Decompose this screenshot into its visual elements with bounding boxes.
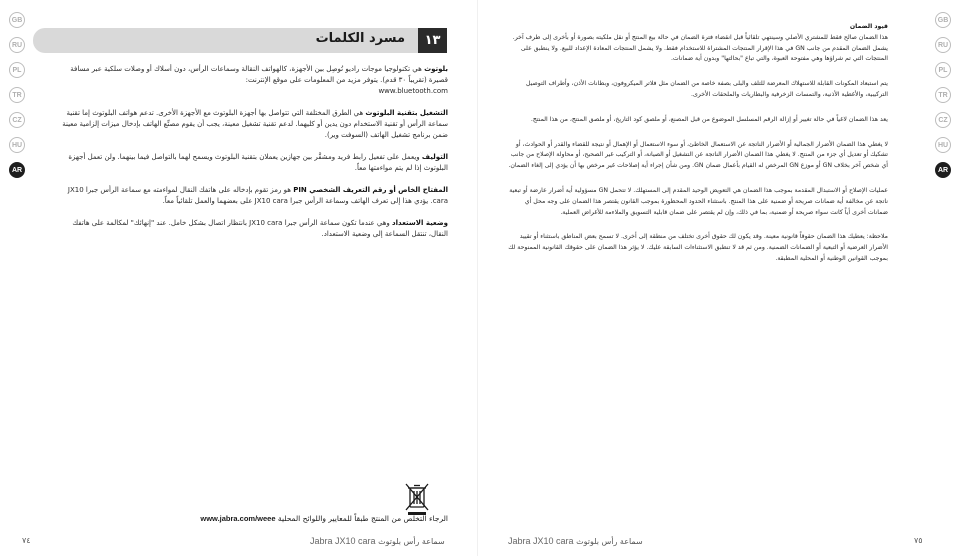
glossary-definition: ويعمل على تفعيل رابط فريد ومشفَّر بين جهازين يعملان بتقنية البلوتوث ويسمح لهما بالتواصل فيما بينهما. ولن تعمل أجهزة البلوتوث إذا لم يتم مواءمتها معاً. <box>68 153 448 172</box>
glossary-entry-pin <box>62 185 448 207</box>
warranty-paragraph <box>505 232 888 264</box>
warranty-heading: قيود الضمان <box>849 23 888 30</box>
glossary-entry-standby <box>62 218 448 240</box>
bluetooth-link[interactable]: www.bluetooth.com <box>378 87 448 95</box>
glossary-term: المفتاح الخاص أو رقم التعريف الشخصي PIN <box>293 186 448 194</box>
warranty-column <box>505 22 888 279</box>
lang-tab-hu[interactable]: HU <box>9 137 25 153</box>
lang-tab-ru[interactable]: RU <box>935 37 951 53</box>
left-footer <box>310 536 445 546</box>
lang-tab-gb[interactable]: GB <box>935 12 951 28</box>
glossary-entry-bluetooth <box>62 64 448 97</box>
lang-tab-hu[interactable]: HU <box>935 137 951 153</box>
chapter-number-badge: ١٣ <box>418 28 447 53</box>
lang-tab-pl[interactable]: PL <box>935 62 951 78</box>
warranty-text: عمليات الإصلاح أو الاستبدال المقدمة بموجب هذا الضمان هي التعويض الوحيد المقدم إلى المستهلك. لا تتحمل GN مسؤولية أية أضرار عارضة أو تبعية ناتجة عن مخالفة أية ضمانات صريحة أو ضمنية على هذا المنتج. باستثناء الحدود المحظورة بموجب القانون يقتصر هذا الضمان على وجه محل أي ضمانات أخرى أياً كانت سواء صريحة أو ضمنية، بما في ذلك، وإن لم يقتصر على ضمان قابلية التسويق والملاءمة للأغراض العملية. <box>509 186 888 216</box>
lang-tab-cz[interactable]: CZ <box>935 112 951 128</box>
warranty-text: لا يغطي هذا الضمان الأضرار الجمالية أو الأضرار الناتجة عن الاستعمال الخاطئ، أو سوء الاستعمال أو الإهمال أو نتيجة للقضاء والقدر أو الحوادث، أو تشكيك أو تعديل أي جزء من المنتج. لا يغطي هذا الضمان الأضرار الناتجة عن التشغيل أو الصيانة، أو التركيب غير الصحيح، أو محاولة الإصلاح من جانب أي شخص آخر بخلاف GN أو موزع GN المرخص له القيام بأعمال ضمان GN. ومن شأن إجراء أية إصلاحات غير مرخص بها أن يؤدي إلى إلغاء الضمان. <box>508 140 888 170</box>
lang-tab-ar[interactable]: AR <box>935 162 951 178</box>
lang-tab-pl[interactable]: PL <box>9 62 25 78</box>
glossary-definition: هي الطرق المختلفة التي تتواصل بها أجهزة البلوتوث مع الأجهزة الأخرى. تدعم هواتف البلوتوث إما تقنية سماعة الرأس أو تقنية الاستخدام دون يدين أو كليهما. لدعم تقنية تشغيل معينة، يجب أن يقوم مصنِّع الهاتف بإدخال ميزات إلزامية معينة ضمن برنامج تشغيل الهاتف (السوفت وير). <box>62 109 448 139</box>
warranty-paragraph <box>505 115 888 126</box>
glossary-definition: وهي عندما تكون سماعة الرأس جبرا JX10 cara بانتظار اتصال بشكل خامل. عند "إنهائك" لمكالمة على هاتفك النقال، تنتقل السماعة إلى وضعية الاستعداد. <box>72 219 448 238</box>
footer-brand: Jabra JX10 cara <box>508 536 574 546</box>
left-page-number: ٧٤ <box>22 536 31 545</box>
warranty-text: يتم استبعاد المكونات القابلة للاستهلاك المعرضة للتلف والبلى بصفة خاصة من الضمان مثل فلاتر الميكروفون، وبطانات الأذن، وأطراف التوصيل التركيبية، والأغطية الأذنية، والتمسات الزخرفية والبطاريات والملحقات الأخرى. <box>526 80 888 98</box>
lang-tab-tr[interactable]: TR <box>9 87 25 103</box>
warranty-text: ملاحظة: يعطيك هذا الضمان حقوقاً قانونية معينة. وقد يكون لك حقوق أخرى تختلف من منطقة إلى أخرى. لا تسمح بعض المناطق باستثناء أو تقييد الأضرار العرضية أو التبعية أو الضمانات الضمنية. ومن ثم قد لا تنطبق الاستثناءات السابقة عليك. لا يؤثر هذا الضمان على حقوقك القانونية الممنوحة لك بموجب القوانين الوطنية أو المحلية المطبقة. <box>508 233 888 262</box>
warranty-paragraph <box>505 22 888 65</box>
glossary-term: وضعية الاستعداد <box>392 219 448 227</box>
lang-tab-cz[interactable]: CZ <box>9 112 25 128</box>
footer-product-text: سماعة رأس بلوتوث <box>378 537 445 546</box>
weee-disposal-text: الرجاء التخلص من المنتج طبقاً للمعايير واللوائح المحلية <box>277 514 448 523</box>
weee-link[interactable]: www.jabra.com/weee <box>200 514 276 523</box>
glossary-term: التوليف <box>421 153 448 161</box>
glossary-entry-pairing <box>62 152 448 174</box>
weee-bin-icon <box>404 482 430 516</box>
lang-tab-ar[interactable]: AR <box>9 162 25 178</box>
warranty-text: يعد هذا الضمان لاغياً في حالة تغيير أو إزالة الرقم المسلسل الموضوع من قبل المصنع، أو ملصق كود التاريخ، أو ملصق المنتج، من هذا المنتج. <box>530 115 888 123</box>
warranty-paragraph <box>505 140 888 172</box>
warranty-paragraph <box>505 186 888 218</box>
footer-product-text: سماعة رأس بلوتوث <box>576 537 643 546</box>
page-divider <box>477 0 478 556</box>
weee-disposal-note <box>68 514 448 526</box>
lang-tab-tr[interactable]: TR <box>935 87 951 103</box>
glossary-definition: هي تكنولوجيا موجات راديو تُوصِل بين الأجهزة، كالهواتف النقالة وسماعات الرأس، دون أسلاك أو وصلات سلكية عبر مسافة قصيرة (تقريباً ٣٠ قدم). يتوفر مزيد من المعلومات على موقع الإنترنت: <box>70 65 448 84</box>
lang-tab-gb[interactable]: GB <box>9 12 25 28</box>
glossary-entry-profiles <box>62 108 448 141</box>
chapter-title: مسرد الكلمات <box>315 31 405 46</box>
right-footer <box>508 536 643 546</box>
glossary-column <box>62 64 448 251</box>
lang-tab-ru[interactable]: RU <box>9 37 25 53</box>
glossary-term: التشغيل بتقنية البلوتوث <box>365 109 448 117</box>
glossary-term: بلوتوث <box>424 65 448 73</box>
warranty-text: هذا الضمان صالح فقط للمشتري الأصلي وسينتهي تلقائياً قبل انقضاء فترة الضمان في حالة بيع المنتج أو نقل ملكيته بصورة أو بأخرى إلى طرف آخر. يشمل الضمان المقدم من جانب GN في هذا الإقرار المنتجات المشتراة للاستخدام فقط. ولا يشمل المنتجات المعادة الإعداد للبيع. ولا ينطبق على المنتجات التي تم شراؤها وهي مفتوحة العبوة، والتي تباع "بحالتها" وبدون أية ضمانات. <box>512 33 888 63</box>
right-page-number: ٧٥ <box>914 536 923 545</box>
footer-brand: Jabra JX10 cara <box>310 536 376 546</box>
glossary-definition: هو رمز تقوم بإدخاله على هاتفك النقال لمواءمته مع سماعة الرأس جبرا JX10 cara. يؤدي هذا إلى تعرف الهاتف وسماعة الرأس جبرا JX10 cara على بعضهما والعمل تلقائياً معاً. <box>67 186 448 205</box>
warranty-paragraph <box>505 79 888 101</box>
